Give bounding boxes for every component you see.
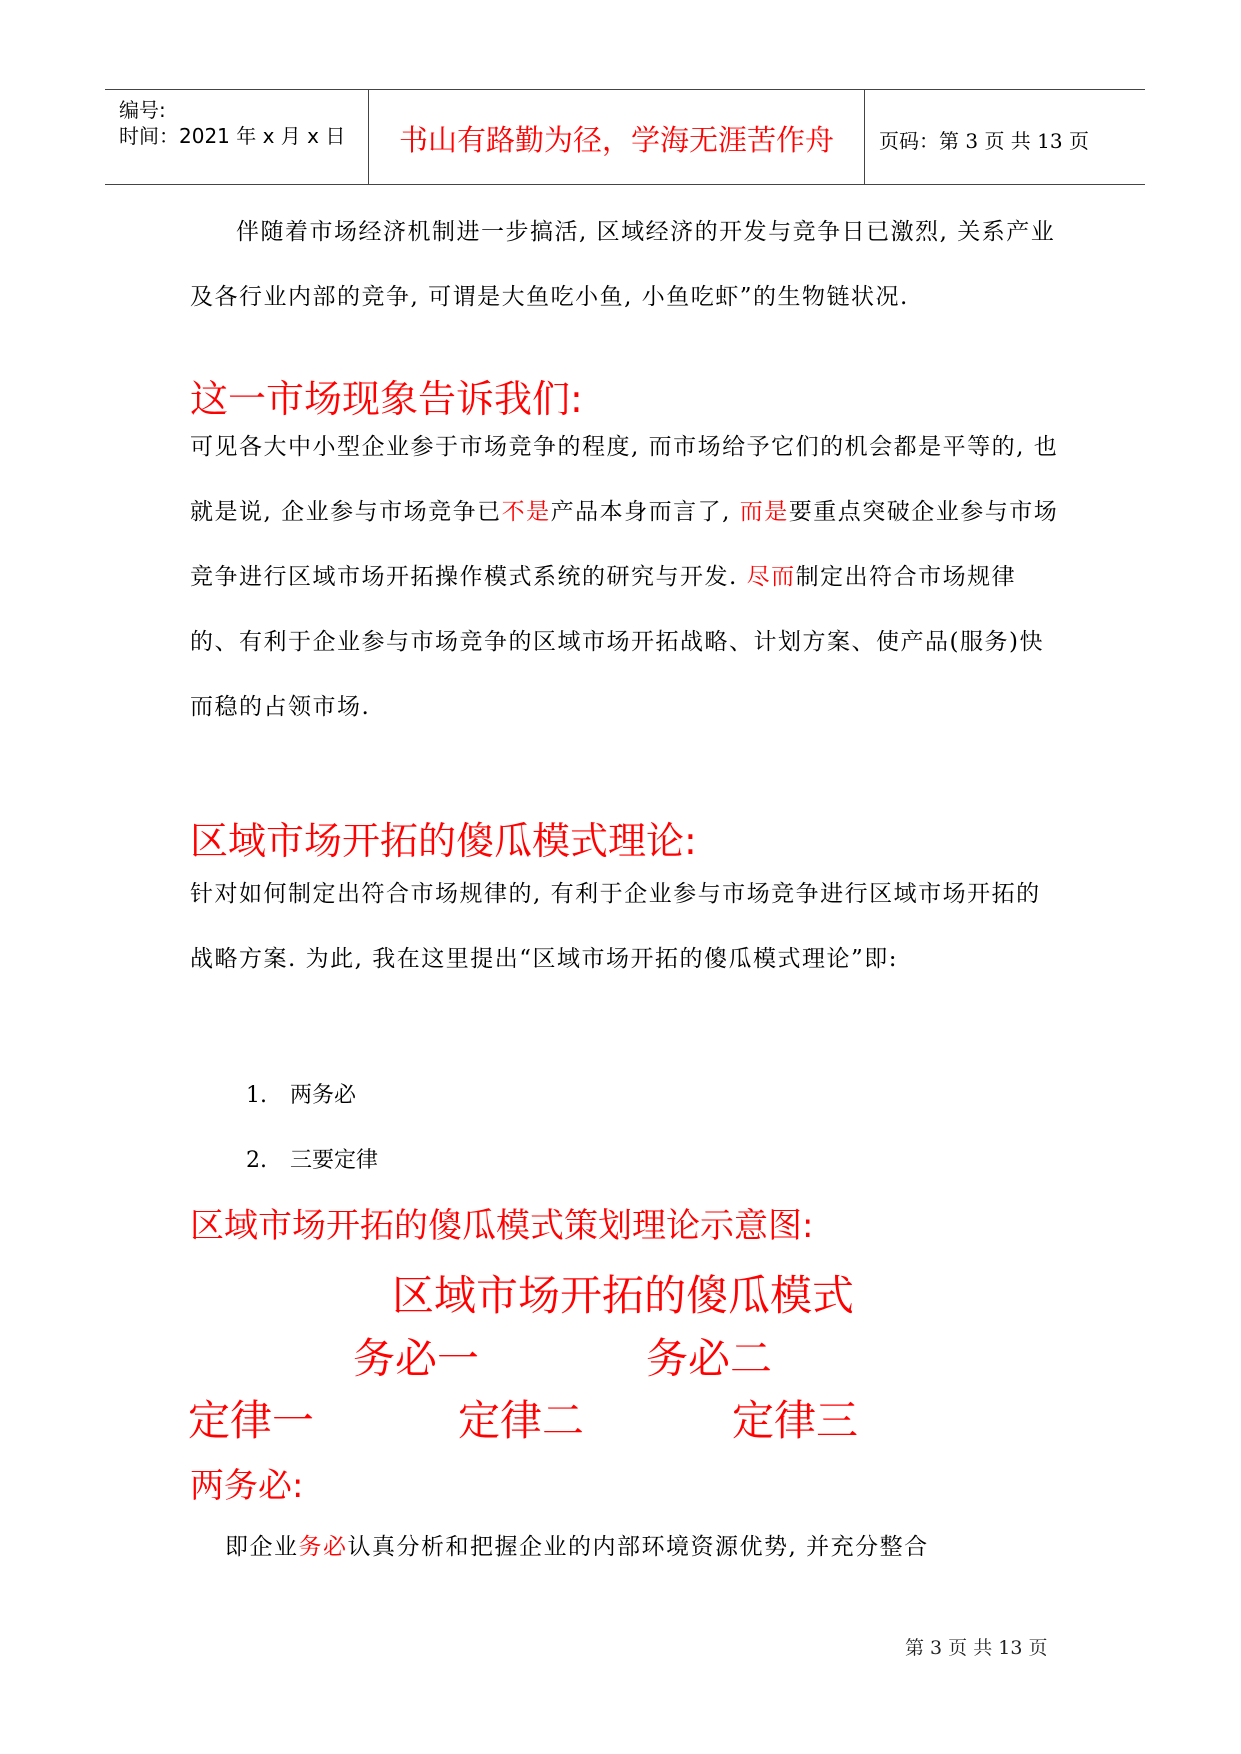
page-footer: 第 3 页 共 13 页 [905,1637,1048,1659]
list-item-number: 1. [246,1083,267,1108]
header-motto: 书山有路勤为径，学海无涯苦作舟 [398,123,834,157]
paragraph-text: 认真分析和把握企业的内部环境资源优势, 并充分整合 [347,1534,929,1560]
list-item-label: 两务必 [290,1083,357,1108]
diagram-law-two: 定律二 [458,1396,585,1445]
header-page-cell [865,90,1145,184]
paragraph-text: 即企业 [225,1534,299,1560]
fool-mode-theory-paragraph: 针对如何制定出符合市场规律的, 有利于企业参与市场竞争进行区域市场开拓的战略方案. 为此, 我在这里提出“区域市场开拓的傻瓜模式理论”即: [190,881,1041,972]
section-heading-diagram: 区域市场开拓的傻瓜模式策划理论示意图: [190,1206,814,1246]
diagram-must-one: 务必一 [353,1334,480,1383]
header-meta-cell [105,90,369,184]
header-motto-cell [369,90,865,184]
paragraph-text: 制定出符合市场规律的、有利于企业参与市场竞争的区域市场开拓战略、计划方案、使产品(服务)快而稳的占领市场. [190,564,1044,720]
document-number-label: 编号: [119,98,166,122]
two-musts-paragraph [190,1515,1060,1580]
intro-paragraph: 伴随着市场经济机制进一步搞活, 区域经济的开发与竞争日已激烈, 关系产业及各行业内部的竞争, 可谓是大鱼吃小鱼, 小鱼吃虾”的生物链状况. [190,219,1056,310]
emphasis-text: 务必 [298,1534,348,1560]
document-time-label: 时间：2021 年 x 月 x 日 [119,124,346,148]
list-item-label: 三要定律 [290,1148,379,1173]
emphasis-text: 尽而 [746,564,796,590]
list-item [246,1143,378,1174]
diagram-law-three: 定律三 [732,1396,859,1445]
page-header [105,89,1145,185]
paragraph-text: 可见各大中小型企业参于市场竞争的程度, 而市场给予它们的机会都是平等的, 也就是说, 企业参与市场竞争已 [190,434,1059,525]
emphasis-text: 而是 [739,499,789,525]
market-phenomenon-paragraph [190,415,1060,740]
section-heading-fool-mode-theory: 区域市场开拓的傻瓜模式理论: [190,819,697,863]
emphasis-text: 不是 [501,499,551,525]
section-heading-two-musts: 两务必: [190,1466,304,1506]
diagram-must-two: 务必二 [646,1334,773,1383]
paragraph-text: 产品本身而言了, [550,499,740,525]
diagram-title: 区域市场开拓的傻瓜模式 [392,1271,855,1320]
section-heading-market-phenomenon: 这一市场现象告诉我们: [190,377,583,421]
diagram-law-one: 定律一 [188,1396,315,1445]
header-page-number: 页码：第 3 页 共 13 页 [879,129,1089,153]
paragraph-text: 要重点突破企业参与市场竞争进行区域市场开拓操作模式系统的研究与开发. [190,499,1059,590]
list-item-number: 2. [246,1148,267,1173]
list-item [246,1078,356,1109]
